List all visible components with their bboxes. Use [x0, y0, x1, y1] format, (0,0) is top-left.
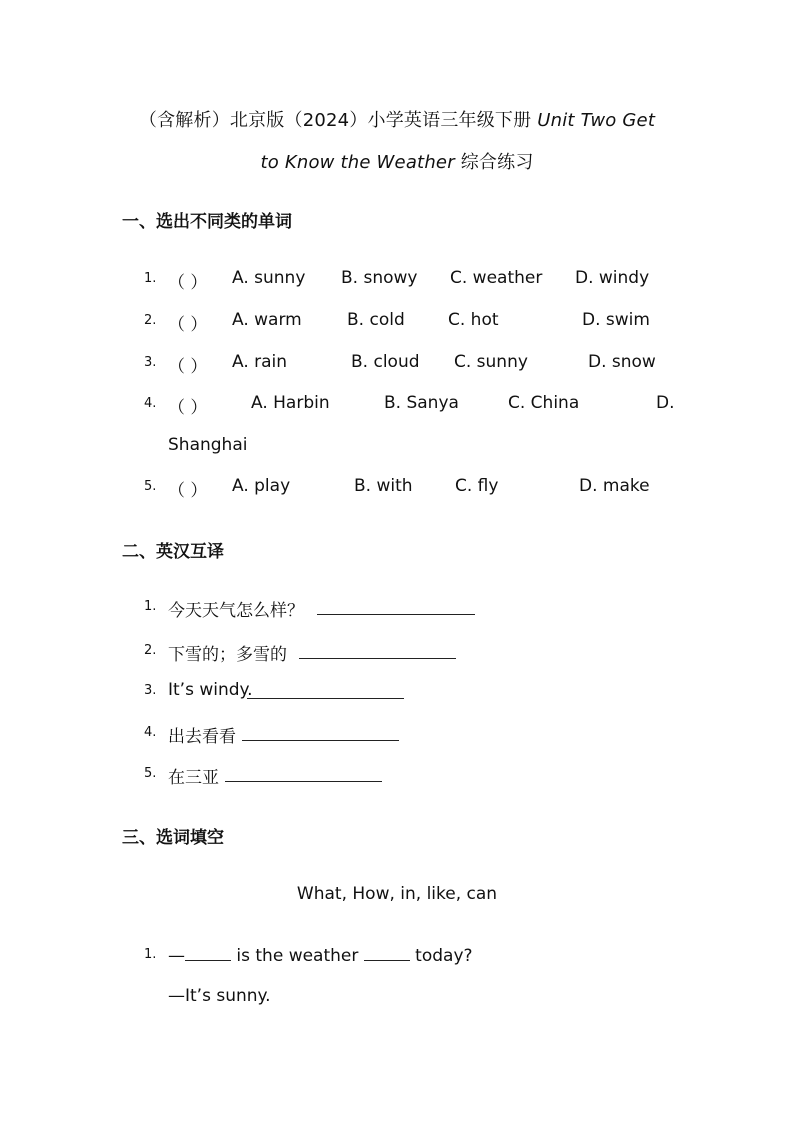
question-number: 2.: [144, 643, 157, 658]
question-number: 3.: [144, 355, 157, 370]
title-line-1: [90, 106, 704, 132]
option-d-continuation: Shanghai: [168, 435, 248, 455]
title-line-2: [90, 148, 704, 174]
answer-paren: （ ）: [168, 273, 208, 293]
translate-row: [0, 680, 794, 704]
option-b: B. cloud: [351, 352, 420, 372]
option-d: D.: [656, 393, 675, 413]
option-a: A. sunny: [232, 268, 306, 288]
question-number: 5.: [144, 766, 157, 781]
translate-row: [0, 640, 794, 664]
translate-prompt: It’s windy.: [168, 680, 253, 700]
answer-blank[interactable]: [247, 680, 404, 699]
fill-answer-row: [0, 986, 794, 1010]
question-row-continuation: [0, 435, 794, 459]
option-b: B. snowy: [341, 268, 418, 288]
title-cn-part: （含解析）北京版（2024）小学英语三年级下册: [138, 110, 538, 131]
question-number: 2.: [144, 313, 157, 328]
option-a: A. play: [232, 476, 291, 496]
option-b: B. Sanya: [384, 393, 459, 413]
question-number: 1.: [144, 599, 157, 614]
title-cn-part-2: 综合练习: [460, 152, 534, 173]
question-number: 4.: [144, 725, 157, 740]
option-b: B. with: [354, 476, 413, 496]
answer-paren: （ ）: [168, 357, 208, 377]
answer-paren: （ ）: [168, 481, 208, 501]
sentence-end: today?: [409, 946, 473, 966]
option-c: C. weather: [450, 268, 543, 288]
section-3-heading: 三、选词填空: [122, 828, 224, 848]
option-a: A. Harbin: [251, 393, 330, 413]
answer-paren: （ ）: [168, 315, 208, 335]
translate-row: [0, 763, 794, 787]
question-number: 1.: [144, 947, 157, 962]
translate-row: [0, 722, 794, 746]
question-number: 3.: [144, 683, 157, 698]
answer-blank[interactable]: [299, 640, 456, 659]
translate-prompt: 出去看看: [168, 727, 236, 747]
option-c: C. sunny: [454, 352, 528, 372]
fill-blank[interactable]: [364, 944, 410, 961]
answer-blank[interactable]: [225, 763, 382, 782]
fill-row: [0, 944, 794, 968]
option-d: D. swim: [582, 310, 650, 330]
option-a: A. rain: [232, 352, 288, 372]
question-number: 1.: [144, 271, 157, 286]
question-row: [0, 268, 794, 292]
question-row: [0, 476, 794, 500]
question-number: 4.: [144, 396, 157, 411]
dialogue-answer: —It’s sunny.: [168, 986, 271, 1006]
option-d: D. make: [579, 476, 650, 496]
option-c: C. fly: [455, 476, 499, 496]
sentence-mid: is the weather: [231, 946, 364, 966]
section-2-heading: 二、英汉互译: [122, 542, 224, 562]
answer-blank[interactable]: [317, 596, 475, 615]
translate-row: [0, 596, 794, 620]
question-row: [0, 352, 794, 376]
option-c: C. hot: [448, 310, 499, 330]
option-d: D. snow: [588, 352, 656, 372]
translate-prompt: 下雪的；多雪的: [168, 645, 287, 665]
question-row: [0, 310, 794, 334]
answer-blank[interactable]: [242, 722, 399, 741]
fill-sentence: [168, 944, 473, 966]
title-en-part-2: to Know the Weather: [260, 152, 461, 173]
fill-blank[interactable]: [185, 944, 231, 961]
section-1-heading: 一、选出不同类的单词: [122, 212, 292, 232]
translate-prompt: 今天天气怎么样？: [168, 601, 304, 621]
option-d: D. windy: [575, 268, 650, 288]
option-a: A. warm: [232, 310, 302, 330]
title-en-part: Unit Two Get: [537, 110, 656, 131]
word-bank: What, How, in, like, can: [296, 884, 498, 904]
option-b: B. cold: [347, 310, 405, 330]
dash: —: [168, 946, 185, 966]
translate-prompt: 在三亚: [168, 768, 219, 788]
question-number: 5.: [144, 479, 157, 494]
question-row: [0, 393, 794, 417]
option-c: C. China: [508, 393, 580, 413]
answer-paren: （ ）: [168, 398, 208, 418]
